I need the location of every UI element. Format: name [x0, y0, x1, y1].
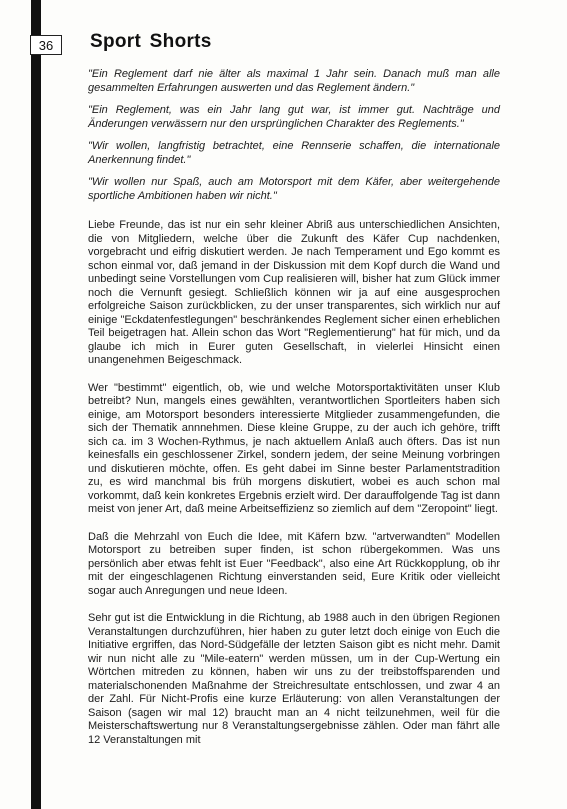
quote-1: "Ein Reglement darf nie älter als maximal 1 Jahr sein. Danach muß man alle gesammelten Erfahrungen auswerten und das Reglement ändern."	[88, 68, 500, 94]
page-number: 36	[30, 35, 62, 55]
paragraph-1: Liebe Freunde, das ist nur ein sehr kleiner Abriß aus unterschiedlichen Ansichten, die von Mitgliedern, welche über die Zukunft des Käfer Cup nachdenken, vorgebracht und eifrig diskutiert werden. Je nach Temperament und Ego kommt es schon einmal vor, daß jemand in der Diskussion mit dem Kopf durch die Wand und unbedingt seine Vorstellungen vom Cup realisieren will, bisher hat zum Glück immer noch die Vernunft gesiegt. Schließlich können wir ja auf eine ausgesprochen erfolgreiche Saison zurückblicken, zu der unser transparentes, sich wirklich nur auf einige "Eckdatenfestlegungen" beschränkendes Reglement sicher einen erheblichen Teil beigetragen hat. Allein schon das Wort "Reglementierung" hat für mich, und da glaube ich mich in Eurer guten Gesellschaft, in vielerlei Hinsicht einen unangenehmen Beigeschmack.	[88, 219, 500, 366]
quote-3: "Wir wollen, langfristig betrachtet, eine Rennserie schaffen, die internationale Anerkennung findet."	[88, 140, 500, 166]
paragraph-3: Daß die Mehrzahl von Euch die Idee, mit Käfern bzw. "artverwandten" Modellen Motorsport zu betreiben super finden, ist schon rübergekommen. Was uns persönlich aber etwas fehlt ist Euer "Feedback", also eine Art Rückkopplung, ob ihr mit der eingeschlagenen Richtung einverstanden seid, Eure Kritik oder vielleicht sogar auch Anregungen und neue Ideen.	[88, 530, 500, 597]
article-body	[88, 68, 500, 761]
paragraph-4: Sehr gut ist die Entwicklung in die Richtung, ab 1988 auch in den übrigen Regionen Veranstaltungen durchzuführen, hier haben zu guter letzt doch einige von Euch die Initiative ergriffen, das Nord-Südgefälle der letzten Saison gibt es nicht mehr. Damit wir nun nicht alle zu "Mile-eatern" werden müssen, um in der Cup-Wertung ein Wörtchen mitreden zu können, haben wir uns zu der treibstoffsparenden und materialschonenden Maßnahme der Streichresultate entschlossen, und zwar 4 an der Zahl. Für Nicht-Profis eine kurze Erläuterung: von allen Veranstaltungen der Saison (sagen wir mal 12) braucht man an 4 nicht teilzunehmen, weil für die Meisterschaftswertung nur 8 Veranstaltungsergebnisse zählen. Oder man fährt alle 12 Veranstaltungen mit	[88, 612, 500, 746]
quote-4: "Wir wollen nur Spaß, auch am Motorsport mit dem Käfer, aber weitergehende sportliche Ambitionen haben wir nicht."	[88, 176, 500, 202]
quote-block	[88, 68, 500, 203]
page-title: Sport Shorts	[90, 31, 212, 52]
page-edge-bar	[31, 0, 41, 809]
paragraph-2: Wer "bestimmt" eigentlich, ob, wie und welche Motorsportaktivitäten unser Klub betreibt? Nun, mangels eines gewählten, verantwortlichen Sportleiters haben sich einige, am Motorsport besonders interessierte Mitglieder zusammengefunden, die sich der Thematik annnehmen. Diese kleine Gruppe, zu der auch ich gehöre, trifft sich ca. im 3 Wochen-Rythmus, je nach aktuellem Anlaß auch öfters. Das ist nun keinesfalls ein geschlossener Zirkel, sondern jedem, der seine Meinung vorbringen und diskutieren möchte, offen. Es geht dabei im Sinne bester Parlamentstradition zu, es wird manchmal bis früh morgens diskutiert, wobei es auch schon mal vorkommt, daß kein konkretes Ergebnis erzielt wird. Der darauffolgende Tag ist dann meist von jener Art, daß meine Arbeitseffizienz so ziemlich auf dem "Zeropoint" liegt.	[88, 381, 500, 515]
quote-2: "Ein Reglement, was ein Jahr lang gut war, ist immer gut. Nachträge und Änderungen verwässern nur den ursprünglichen Charakter des Reglements."	[88, 104, 500, 130]
